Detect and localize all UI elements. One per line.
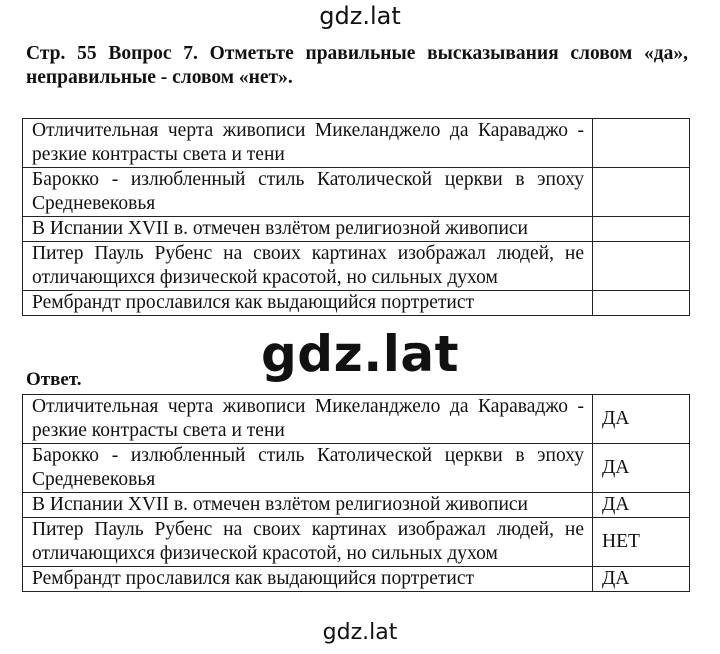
watermark-middle: gdz.lat — [261, 325, 459, 383]
statement-cell: В Испании XVII в. отмечен взлётом религиозной живописи — [23, 217, 593, 242]
table-row — [23, 217, 690, 242]
statement-cell: Барокко - излюбленный стиль Католической церкви в эпоху Средневековья — [23, 168, 593, 217]
question-heading: Стр. 55 Вопрос 7. Отметьте правильные высказывания словом «да», неправильные - словом «нет». — [26, 43, 688, 88]
table-row — [23, 444, 690, 493]
table-row — [23, 242, 690, 291]
answer-cell: ДА — [593, 395, 690, 444]
table-row — [23, 291, 690, 316]
watermark-top: gdz.lat — [319, 2, 401, 30]
statement-cell: В Испании XVII в. отмечен взлётом религиозной живописи — [23, 493, 593, 518]
answer-cell — [593, 119, 690, 168]
statement-cell: Рембрандт прославился как выдающийся портретист — [23, 567, 593, 592]
answer-cell — [593, 242, 690, 291]
statement-cell: Барокко - излюбленный стиль Католической церкви в эпоху Средневековья — [23, 444, 593, 493]
table-row — [23, 493, 690, 518]
answer-cell — [593, 168, 690, 217]
statement-cell: Питер Пауль Рубенс на своих картинах изображал людей, не отличающихся физической красотой, но сильных духом — [23, 518, 593, 567]
answer-cell: ДА — [593, 567, 690, 592]
table-row — [23, 119, 690, 168]
statement-cell: Отличительная черта живописи Микеланджело да Караваджо - резкие контрасты света и тени — [23, 395, 593, 444]
table-row — [23, 168, 690, 217]
answer-cell: ДА — [593, 444, 690, 493]
answer-label: Ответ. — [26, 369, 82, 390]
question-table — [22, 118, 690, 316]
table-row — [23, 518, 690, 567]
table-row — [23, 395, 690, 444]
answer-cell — [593, 291, 690, 316]
statement-cell: Рембрандт прославился как выдающийся портретист — [23, 291, 593, 316]
answer-cell: ДА — [593, 493, 690, 518]
table-row — [23, 567, 690, 592]
statement-cell: Отличительная черта живописи Микеланджело да Караваджо - резкие контрасты света и тени — [23, 119, 593, 168]
statement-cell: Питер Пауль Рубенс на своих картинах изображал людей, не отличающихся физической красотой, но сильных духом — [23, 242, 593, 291]
answer-cell — [593, 217, 690, 242]
answer-table — [22, 394, 690, 592]
watermark-bottom: gdz.lat — [322, 620, 398, 645]
answer-cell: НЕТ — [593, 518, 690, 567]
